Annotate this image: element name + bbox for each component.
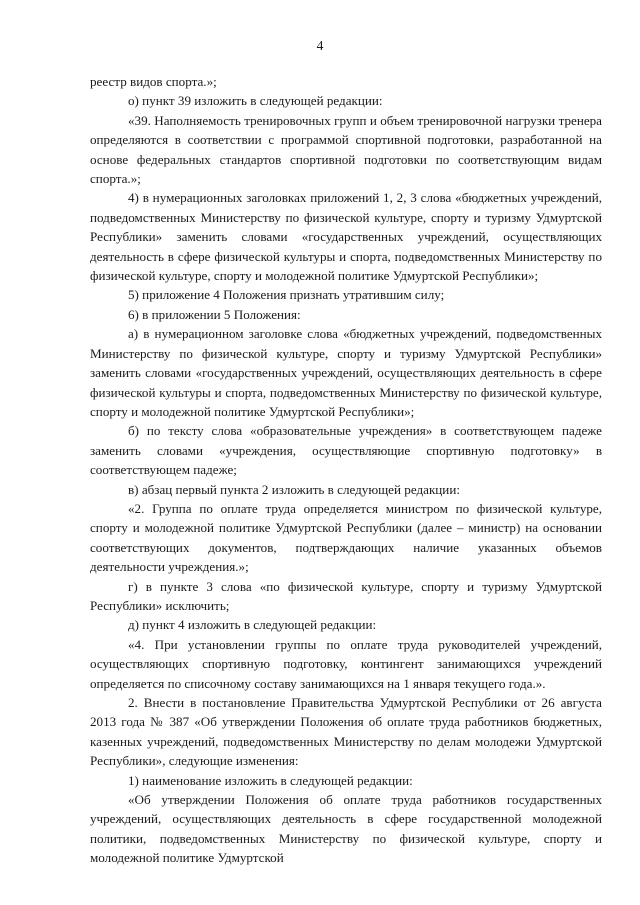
paragraph: «4. При установлении группы по оплате труда руководителей учреждений, осуществляющих спортивную подготовку, контингент занимающихся учреждений определяется по списочному составу занимающихся на 1 января текущего года.». — [90, 636, 602, 691]
paragraph: в) абзац первый пункта 2 изложить в следующей редакции: — [128, 481, 460, 497]
paragraph: д) пункт 4 изложить в следующей редакции: — [128, 617, 377, 633]
paragraph: 4) в нумерационных заголовках приложений 1, 2, 3 слова «бюджетных учреждений, подведомственных Министерству по физической культуре, спорту и туризму Удмуртской Республики» заменить словами «государственных учреждений, осуществляющих деятельность в сфере физической культуры и спорта, подведомственных Министерству по физической культуре, спорту и молодежной политике Удмуртской Республики»; — [90, 190, 602, 284]
paragraph: 2. Внести в постановление Правительства Удмуртской Республики от 26 августа 2013 года № 387 «Об утверждении Положения об оплате труда работников бюджетных, казенных учреждений, подведомственных Министерству по делам молодежи Удмуртской Республики», следующие изменения: — [90, 695, 602, 769]
paragraph: «2. Группа по оплате труда определяется министром по физической культуре, спорту и молодежной политике Удмуртской Республики (далее – министр) на основании соответствующих документов, подтверждающих наличие указанных объемов деятельности учреждения.»; — [90, 500, 602, 575]
paragraph: о) пункт 39 изложить в следующей редакции: — [128, 93, 383, 109]
paragraph: «39. Наполняемость тренировочных групп и объем тренировочной нагрузки тренера определяются в соответствии с программой спортивной подготовки, разработанной на основе федеральных стандартов спортивной подготовки по соответствующим видам спорта.»; — [90, 112, 602, 187]
paragraph-continuation: реестр видов спорта.»; — [90, 74, 217, 89]
paragraph: б) по тексту слова «образовательные учреждения» в соответствующем падеже заменить словами «учреждения, осуществляющие спортивную подготовку» в соответствующем падеже; — [90, 423, 602, 478]
paragraph: 6) в приложении 5 Положения: — [128, 306, 301, 322]
paragraph: 5) приложение 4 Положения признать утратившим силу; — [128, 287, 445, 303]
paragraph: 1) наименование изложить в следующей редакции: — [128, 772, 413, 788]
paragraph: а) в нумерационном заголовке слова «бюджетных учреждений, подведомственных Министерству по физической культуре, спорту и туризму Удмуртской Республики» заменить словами «государственных учреждений, осуществляющих деятельность в сфере физической культуры и спорта, подведомственных Министерству по физической культуре, спорту и молодежной политике Удмуртской Республики»; — [90, 326, 602, 419]
paragraph: г) в пункте 3 слова «по физической культуре, спорту и туризму Удмуртской Республики» исключить; — [90, 578, 602, 613]
paragraph: «Об утверждении Положения об оплате труда работников государственных учреждений, осуществляющих деятельность в сфере государственной молодежной политики, подведомственных Министерству по физической культуре, спорту и молодежной политике Удмуртской — [90, 792, 602, 866]
page-number: 4 — [316, 38, 324, 53]
document-body — [90, 72, 602, 868]
